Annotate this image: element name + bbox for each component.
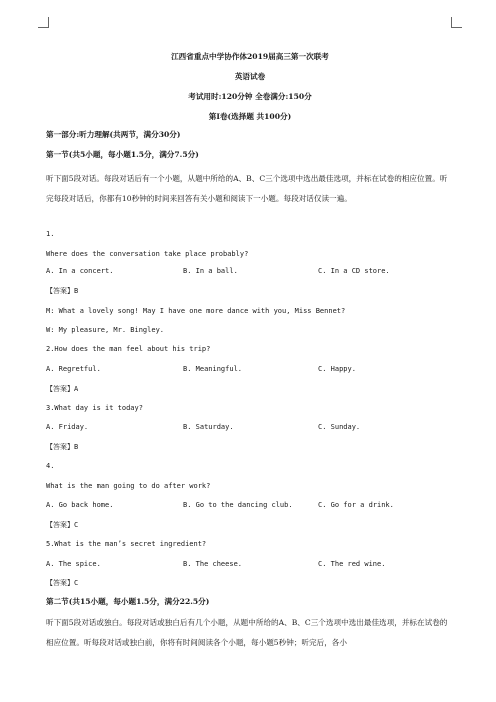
q4-number: 4. bbox=[46, 462, 55, 470]
q1-answer: 【答案】B bbox=[46, 287, 79, 295]
q5-question: 5.What is the man’s secret ingredient? bbox=[46, 540, 207, 548]
exam-subject: 英语试卷 bbox=[234, 72, 266, 81]
q4-answer: 【答案】C bbox=[46, 521, 79, 529]
section2-instructions: 听下面5段对话或独白。每段对话或独白后有几个小题，从题中所给的A、B、C三个选项中选出最佳选项，并标在试卷的相应位置。听每段对话或独白前，你将有时间阅读各个小题，每小题5秒钟；听完后，各小 bbox=[46, 618, 448, 647]
q4-option-b: B. Go to the dancing club. bbox=[183, 501, 293, 509]
crop-mark-top-right bbox=[451, 17, 462, 28]
q3-answer: 【答案】B bbox=[46, 443, 79, 451]
part1-title: 第一部分:听力理解(共两节，满分30分) bbox=[46, 130, 181, 139]
q1-dialogue-m: M: What a lovely song! May I have one more dance with you, Miss Bennet? bbox=[46, 307, 346, 315]
q3-option-b: B. Saturday. bbox=[183, 423, 234, 431]
q2-option-c: C. Happy. bbox=[318, 365, 356, 373]
q3-option-a: A. Friday. bbox=[46, 423, 89, 431]
q3-option-c: C. Sunday. bbox=[318, 423, 361, 431]
crop-mark-top-left bbox=[38, 17, 49, 28]
section2-title: 第二节(共15小题，每小题1.5分，满分22.5分) bbox=[46, 597, 210, 606]
q2-option-b: B. Meaningful. bbox=[183, 365, 243, 373]
q1-dialogue-w: W: My pleasure, Mr. Bingley. bbox=[46, 326, 165, 334]
q1-option-a: A. In a concert. bbox=[46, 267, 114, 275]
q4-question: What is the man going to do after work? bbox=[46, 482, 211, 490]
exam-info: 考试用时:120分钟 全卷满分:150分 bbox=[188, 92, 312, 101]
q3-question: 3.What day is it today? bbox=[46, 404, 143, 412]
q2-question: 2.How does the man feel about his trip? bbox=[46, 345, 211, 353]
q4-option-c: C. Go for a drink. bbox=[318, 501, 394, 509]
exam-title: 江西省重点中学协作体2019届高三第一次联考 bbox=[171, 52, 329, 61]
section1-instructions: 听下面5段对话。每段对话后有一个小题，从题中所给的A、B、C三个选项中选出最佳选项，并标在试卷的相应位置。听完每段对话后，你都有10秒钟的时间来回答有关小题和阅读下一小题。每段对话仅读一遍。 bbox=[46, 174, 448, 203]
q5-option-a: A. The spice. bbox=[46, 560, 101, 568]
section1-title: 第一节(共5小题，每小题1.5分，满分7.5分) bbox=[46, 150, 199, 159]
q1-option-c: C. In a CD store. bbox=[318, 267, 390, 275]
q1-number: 1. bbox=[46, 230, 55, 238]
q2-answer: 【答案】A bbox=[46, 385, 79, 393]
q1-question: Where does the conversation take place probably? bbox=[46, 250, 249, 258]
q4-option-a: A. Go back home. bbox=[46, 501, 114, 509]
q5-option-c: C. The red wine. bbox=[318, 560, 386, 568]
q1-option-b: B. In a ball. bbox=[183, 267, 238, 275]
q2-option-a: A. Regretful. bbox=[46, 365, 101, 373]
q5-option-b: B. The cheese. bbox=[183, 560, 243, 568]
q5-answer: 【答案】C bbox=[46, 579, 79, 587]
volume-heading: 第I卷(选择题 共100分) bbox=[208, 112, 292, 121]
